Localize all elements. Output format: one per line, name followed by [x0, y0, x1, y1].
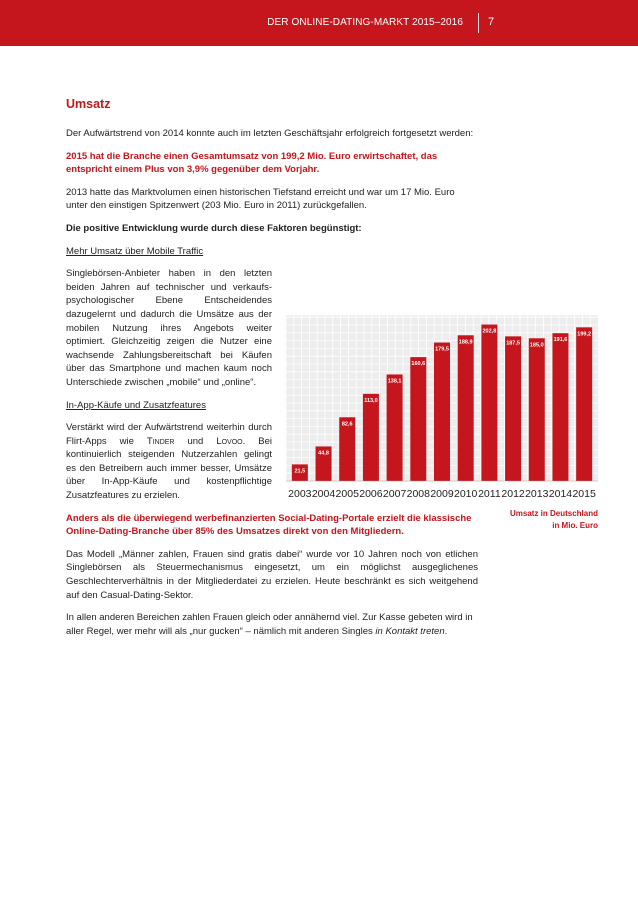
paragraph-intro: Der Aufwärtstrend von 2014 konnte auch im letzten Geschäftsjahr erfolgreich fortgesetzt werden:	[66, 128, 474, 139]
bar-value-label-2012: 187,5	[506, 340, 520, 347]
bar-2013	[529, 338, 545, 481]
paragraph-mobile: Singlebörsen-Anbieter haben in den letzten beiden Jahren auf technischer und verkaufs-psychologischer Ebene Entscheidendes dazugelernt und dadurch die Umsätze aus der mobilen Nutzung ihres Angebots weiter optimiert. Gleichzeitig zeigen die Nutzer eine wachsende Zahlungsbereitschaft bei Käufen über das Smartphone und machen kaum noch Unterschiede zwischen „mobile“ und „online“.	[66, 268, 272, 388]
subheading-inapp: In-App-Käufe und Zusatzfeatures	[66, 399, 206, 411]
x-tick-label-2013: 2013	[525, 488, 549, 500]
bar-value-label-2008: 160,6	[411, 361, 426, 368]
bar-2006	[363, 394, 379, 481]
section-title: Umsatz	[66, 97, 111, 111]
revenue-chart-svg	[286, 315, 598, 505]
page-header	[0, 0, 638, 46]
bar-value-label-2007: 138,1	[387, 378, 402, 385]
x-tick-label-2004: 2004	[311, 488, 336, 500]
highlight-members: Anders als die überwiegend werbefinanzierten Social-Dating-Portale erzielt die klassische Online-Dating-Branche über 85% des Umsatzes direkt von den Mitgliedern.	[66, 512, 472, 538]
revenue-chart	[286, 315, 598, 505]
italic-contact: in Kontakt treten	[375, 625, 445, 637]
x-tick-label-2005: 2005	[335, 488, 359, 500]
header-divider	[478, 13, 479, 33]
bar-value-label-2014: 191,6	[553, 337, 568, 344]
x-tick-label-2003: 2003	[288, 488, 312, 500]
bar-2014	[552, 333, 568, 481]
bar-2015	[576, 327, 592, 481]
highlight-revenue: 2015 hat die Branche einen Gesamtumsatz von 199,2 Mio. Euro erwirtschaftet, das entspricht einem Plus von 3,9% gegenüber dem Vorjahr.	[66, 150, 438, 176]
bar-value-label-2004: 44,8	[318, 450, 329, 457]
paragraph-inapp: Verstärkt wird der Aufwärtstrend weiterhin durch Flirt-Apps wie Tinder und Lovoo. Bei kontinuierlich steigenden Nutzerzahlen gelingt es den Betreibern auch immer besser, Umsätze über In-App-Käufe und kostenpflichtige Zusatzfeatures zu erzielen.	[66, 422, 272, 502]
bar-value-label-2011: 202,8	[482, 328, 497, 335]
bar-value-label-2009: 179,5	[435, 346, 449, 353]
bar-2012	[505, 336, 521, 481]
x-tick-label-2009: 2009	[430, 488, 454, 500]
x-tick-label-2015: 2015	[572, 488, 596, 500]
bar-2011	[481, 325, 497, 481]
x-tick-label-2012: 2012	[501, 488, 525, 500]
factors-heading: Die positive Entwicklung wurde durch diese Faktoren begünstigt:	[66, 222, 362, 234]
bar-2009	[434, 343, 450, 481]
bar-value-label-2005: 82,6	[341, 421, 353, 428]
bar-2007	[387, 374, 403, 481]
bar-value-label-2006: 113,0	[364, 397, 378, 404]
subheading-mobile: Mehr Umsatz über Mobile Traffic	[66, 245, 204, 257]
header-title: DER ONLINE-DATING-MARKT 2015–2016	[267, 17, 463, 28]
x-tick-label-2008: 2008	[406, 488, 430, 500]
bar-value-label-2010: 188,9	[458, 339, 473, 346]
bar-value-label-2013: 185,0	[529, 342, 544, 349]
bar-value-label-2003: 21,5	[294, 468, 306, 475]
bar-value-label-2015: 199,2	[577, 331, 592, 338]
chart-caption-line1: Umsatz in Deutschland	[509, 509, 598, 518]
x-tick-label-2014: 2014	[548, 488, 573, 500]
x-tick-label-2011: 2011	[478, 488, 501, 500]
brand-tinder: Tinder	[146, 435, 175, 447]
bar-2010	[458, 335, 474, 481]
bar-2008	[410, 357, 426, 481]
x-tick-label-2007: 2007	[382, 488, 407, 500]
x-tick-label-2010: 2010	[454, 488, 478, 500]
paragraph-model: Das Modell „Männer zahlen, Frauen sind gratis dabei“ wurde vor 10 Jahren noch von etlichen Singlebörsen als Steuermechanismus eingesetzt, um ein möglichst ausgeglichenes Geschlechterverhältnis in der Mitgliederdatei zu erzielen. Heute beschränkt es sich weitgehend auf den Casual-Dating-Sektor.	[66, 548, 478, 601]
chart-caption-line2: in Mio. Euro	[552, 521, 598, 530]
brand-lovoo: Lovoo	[216, 435, 243, 447]
x-tick-label-2006: 2006	[359, 488, 383, 500]
page-number: 7	[488, 16, 495, 28]
chart-caption	[510, 508, 598, 532]
paragraph-others: In allen anderen Bereichen zahlen Frauen gleich oder annähernd viel. Zur Kasse gebeten wird in aller Regel, wer mehr will als „nur gucken“ – nämlich mit anderen Singles in Kontakt treten.	[66, 612, 473, 637]
paragraph-2013: 2013 hatte das Marktvolumen einen historischen Tiefstand erreicht und war um 17 Mio. Euro unter den einstigen Spitzenwert (203 Mio. Euro in 2011) zurückgefallen.	[66, 186, 455, 212]
